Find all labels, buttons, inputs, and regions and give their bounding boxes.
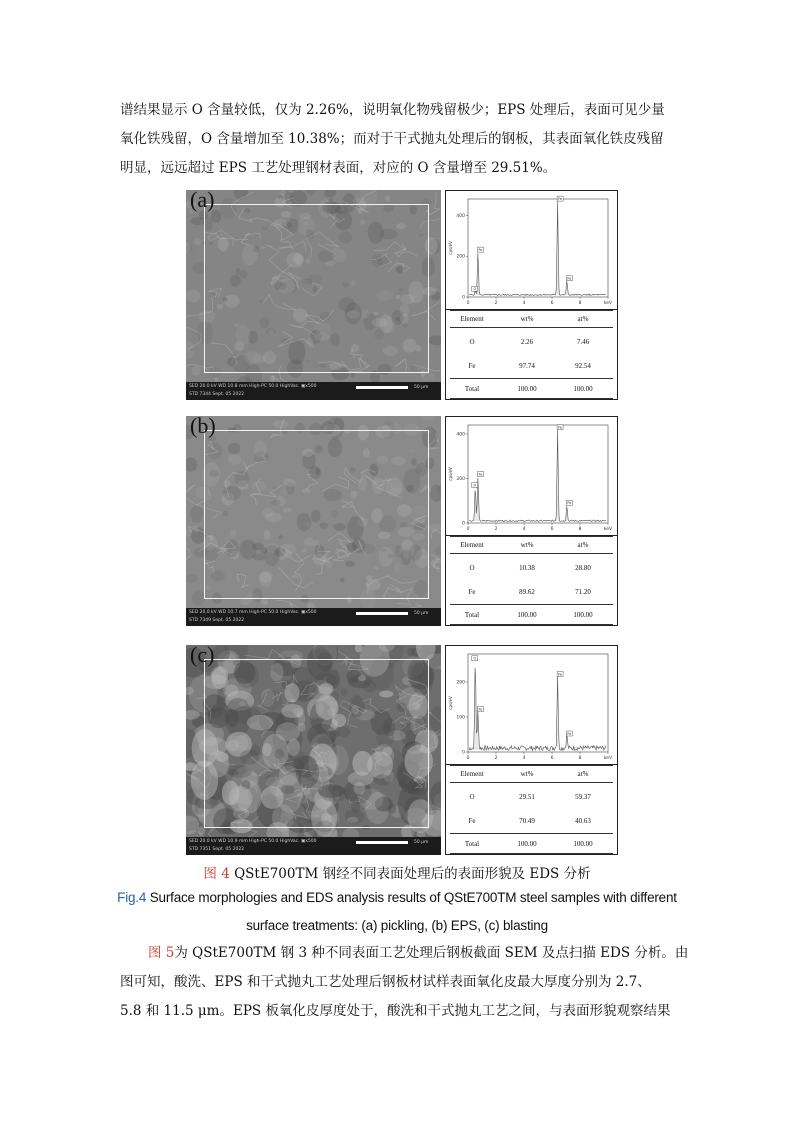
table-cell: 28.80 [575,564,591,572]
figure-panel-c [186,645,618,855]
sem-info-row: STD 7344 Sept. 05 2022 [189,392,245,397]
table-cell: Fe [468,362,476,370]
table-cell: 59.37 [575,793,591,801]
figure-caption-cn [0,862,794,882]
table-rule [450,604,613,605]
sem-image [186,645,441,855]
outro-line: 图可知，酸洗、EPS 和干式抛丸工艺处理后钢板材试样表面氧化皮最大厚度分别为 2.7、 [120,974,651,990]
eds-spectrum [446,417,617,536]
table-cell: 70.49 [519,817,535,825]
x-tick-label: 4 [522,301,526,306]
scale-label: 50 μm [414,611,429,616]
x-tick-label: 6 [550,527,554,532]
panel-label: (c) [190,645,215,667]
table-cell: Fe [468,817,476,825]
x-tick-label: 4 [522,756,526,761]
sem-info-row: STD 7351 Sept. 05 2022 [189,847,245,852]
figure-caption-en-line2: surface treatments: (a) pickling, (b) EPS, (c) blasting [246,918,548,933]
eds-box [445,416,618,626]
eds-area-frame [204,659,429,828]
intro-line: 氧化铁残留，O 含量增加至 10.38%；而对于干式抛丸处理后的钢板，其表面氧化铁皮残留 [120,131,664,147]
x-tick-label: 2 [494,527,498,532]
table-rule [450,833,613,834]
x-tick-label: keV [603,301,613,306]
eds-box [445,190,618,400]
x-tick-label: 4 [522,527,526,532]
table-cell: Total [464,840,480,848]
table-cell: Element [460,770,484,778]
x-tick-label: 6 [550,301,554,306]
table-rule [450,624,613,625]
scale-bar [356,612,408,615]
table-cell: Element [460,541,484,549]
table-rule [450,398,613,399]
table-cell: 2.26 [520,338,534,346]
eds-spectrum-chart [446,646,617,764]
table-cell: wt% [520,770,534,778]
y-tick-label: 0 [462,521,465,527]
peak-label: Fe [478,247,483,252]
intro-paragraph [120,96,680,183]
x-tick-label: 8 [578,527,582,532]
x-tick-label: 8 [578,756,582,761]
y-tick-label: 0 [462,295,465,301]
sem-info-row: SED 20.0 kV WD 10.8 mm High-PC 50.0 HighVac. ▣x500 [189,384,317,389]
table-header [446,315,617,325]
y-axis-label: cps/eV [448,241,453,255]
table-header [446,541,617,551]
scale-bar [356,386,408,389]
spectrum-series [469,668,606,751]
figure-caption-en-line1 [0,890,794,905]
sem-info-row: STD 7349 Sept. 05 2022 [189,618,245,623]
panel-label: (a) [190,190,215,212]
table-cell: at% [577,315,589,323]
table-row [446,588,617,598]
x-tick-label: 2 [494,301,498,306]
table-rule [450,327,613,328]
table-cell: 89.62 [519,588,535,596]
figure-number-en: Fig.4 [117,890,147,905]
y-tick-label: 200 [456,680,465,686]
table-cell: 92.54 [575,362,591,370]
eds-area-frame [204,430,429,599]
scale-label: 50 μm [414,840,429,845]
x-tick-label: 6 [550,756,554,761]
x-tick-label: keV [603,527,613,532]
eds-spectrum-chart [446,417,617,535]
plot-frame [468,654,608,752]
sem-info-row: SED 20.0 kV WD 10.9 mm High-PC 50.0 HighVac. ▣x500 [189,839,317,844]
eds-area-frame [204,204,429,373]
figure-number-cn: 图 4 [203,866,230,882]
sem-image [186,416,441,626]
y-axis-label: cps/eV [448,467,453,481]
table-row [446,338,617,348]
table-rule [450,853,613,854]
y-tick-label: 200 [456,476,465,482]
x-tick-label: 0 [466,301,470,306]
table-cell: Total [464,611,480,619]
table-rule [450,310,613,311]
outro-line-text: 为 QStE700TM 钢 3 种不同表面工艺处理后钢板截面 SEM 及点扫描 EDS 分析。由 [174,945,689,961]
scale-bar [356,841,408,844]
y-tick-label: 400 [456,432,465,438]
intro-line: 谱结果显示 O 含量较低，仅为 2.26%，说明氧化物残留极少；EPS 处理后，表面可见少量 [120,102,665,118]
peak-label: O [473,656,477,661]
table-row [446,362,617,372]
peak-label: Fe [558,425,563,430]
table-cell: wt% [520,541,534,549]
peak-label: O [473,287,477,292]
y-tick-label: 100 [456,715,465,721]
figure-caption-cn-text: QStE700TM 钢经不同表面处理后的表面形貌及 EDS 分析 [234,866,591,882]
eds-spectrum [446,191,617,310]
table-row [446,564,617,574]
table-rule [450,553,613,554]
scale-label: 50 μm [414,385,429,390]
table-cell: O [469,338,475,346]
eds-box [445,645,618,855]
table-cell: 97.74 [519,362,535,370]
peak-label: Fe [567,501,572,506]
x-tick-label: keV [603,756,613,761]
table-row [446,793,617,803]
table-cell: Element [460,315,484,323]
peak-label: Fe [478,472,483,477]
table-total-row [446,611,617,621]
table-header [446,770,617,780]
x-tick-label: 0 [466,756,470,761]
eds-spectrum [446,646,617,765]
x-tick-label: 8 [578,301,582,306]
outro-line: 5.8 和 11.5 μm。EPS 板氧化皮厚度处于，酸洗和干式抛丸工艺之间，与表面形貌观察结果 [120,1003,671,1019]
plot-frame [468,196,608,297]
peak-label: Fe [558,196,563,201]
figure-caption-en-text: Surface morphologies and EDS analysis results of QStE700TM steel samples with different [149,890,677,905]
intro-line: 明显，远远超过 EPS 工艺处理钢材表面，对应的 O 含量增至 29.51%。 [120,160,557,176]
outro-line [120,939,689,968]
table-cell: at% [577,770,589,778]
table-cell: 40.63 [575,817,591,825]
table-rule [450,765,613,766]
table-cell: O [469,564,475,572]
table-cell: 10.38 [519,564,535,572]
sem-info-bar [186,608,441,626]
table-cell: 100.00 [517,611,537,619]
x-tick-label: 0 [466,527,470,532]
plot-frame [468,425,608,523]
figure-panel-b [186,416,618,626]
table-cell: 7.46 [576,338,590,346]
table-cell: 100.00 [573,385,593,393]
table-rule [450,536,613,537]
table-cell: 100.00 [517,385,537,393]
peak-label: Fe [567,276,572,281]
x-tick-label: 2 [494,756,498,761]
sem-image [186,190,441,400]
table-rule [450,378,613,379]
table-cell: 29.51 [519,793,535,801]
peak-label: Fe [558,672,563,677]
table-cell: 100.00 [517,840,537,848]
peak-label: Fe [478,707,483,712]
panel-label: (b) [190,416,216,438]
table-cell: Total [464,385,480,393]
table-rule [450,782,613,783]
table-cell: 100.00 [573,611,593,619]
table-cell: 71.20 [575,588,591,596]
spectrum-series [469,201,606,295]
table-cell: Fe [468,588,476,596]
y-tick-label: 200 [456,254,465,260]
peak-label: O [473,483,477,488]
sem-info-bar [186,382,441,400]
table-cell: O [469,793,475,801]
peak-label: Fe [567,731,572,736]
table-cell: at% [577,541,589,549]
figure-panel-a [186,190,618,400]
y-axis-label: cps/eV [448,696,453,710]
figure-ref: 图 5 [148,945,175,961]
table-total-row [446,840,617,850]
y-tick-label: 400 [456,213,465,219]
table-row [446,817,617,827]
outro-paragraph [120,939,689,1026]
table-cell: wt% [520,315,534,323]
sem-info-bar [186,837,441,855]
spectrum-series [469,430,606,522]
eds-spectrum-chart [446,191,617,309]
y-tick-label: 0 [462,750,465,756]
sem-info-row: SED 20.0 kV WD 10.7 mm High-PC 50.0 HighVac. ▣x500 [189,610,317,615]
table-total-row [446,385,617,395]
table-cell: 100.00 [573,840,593,848]
